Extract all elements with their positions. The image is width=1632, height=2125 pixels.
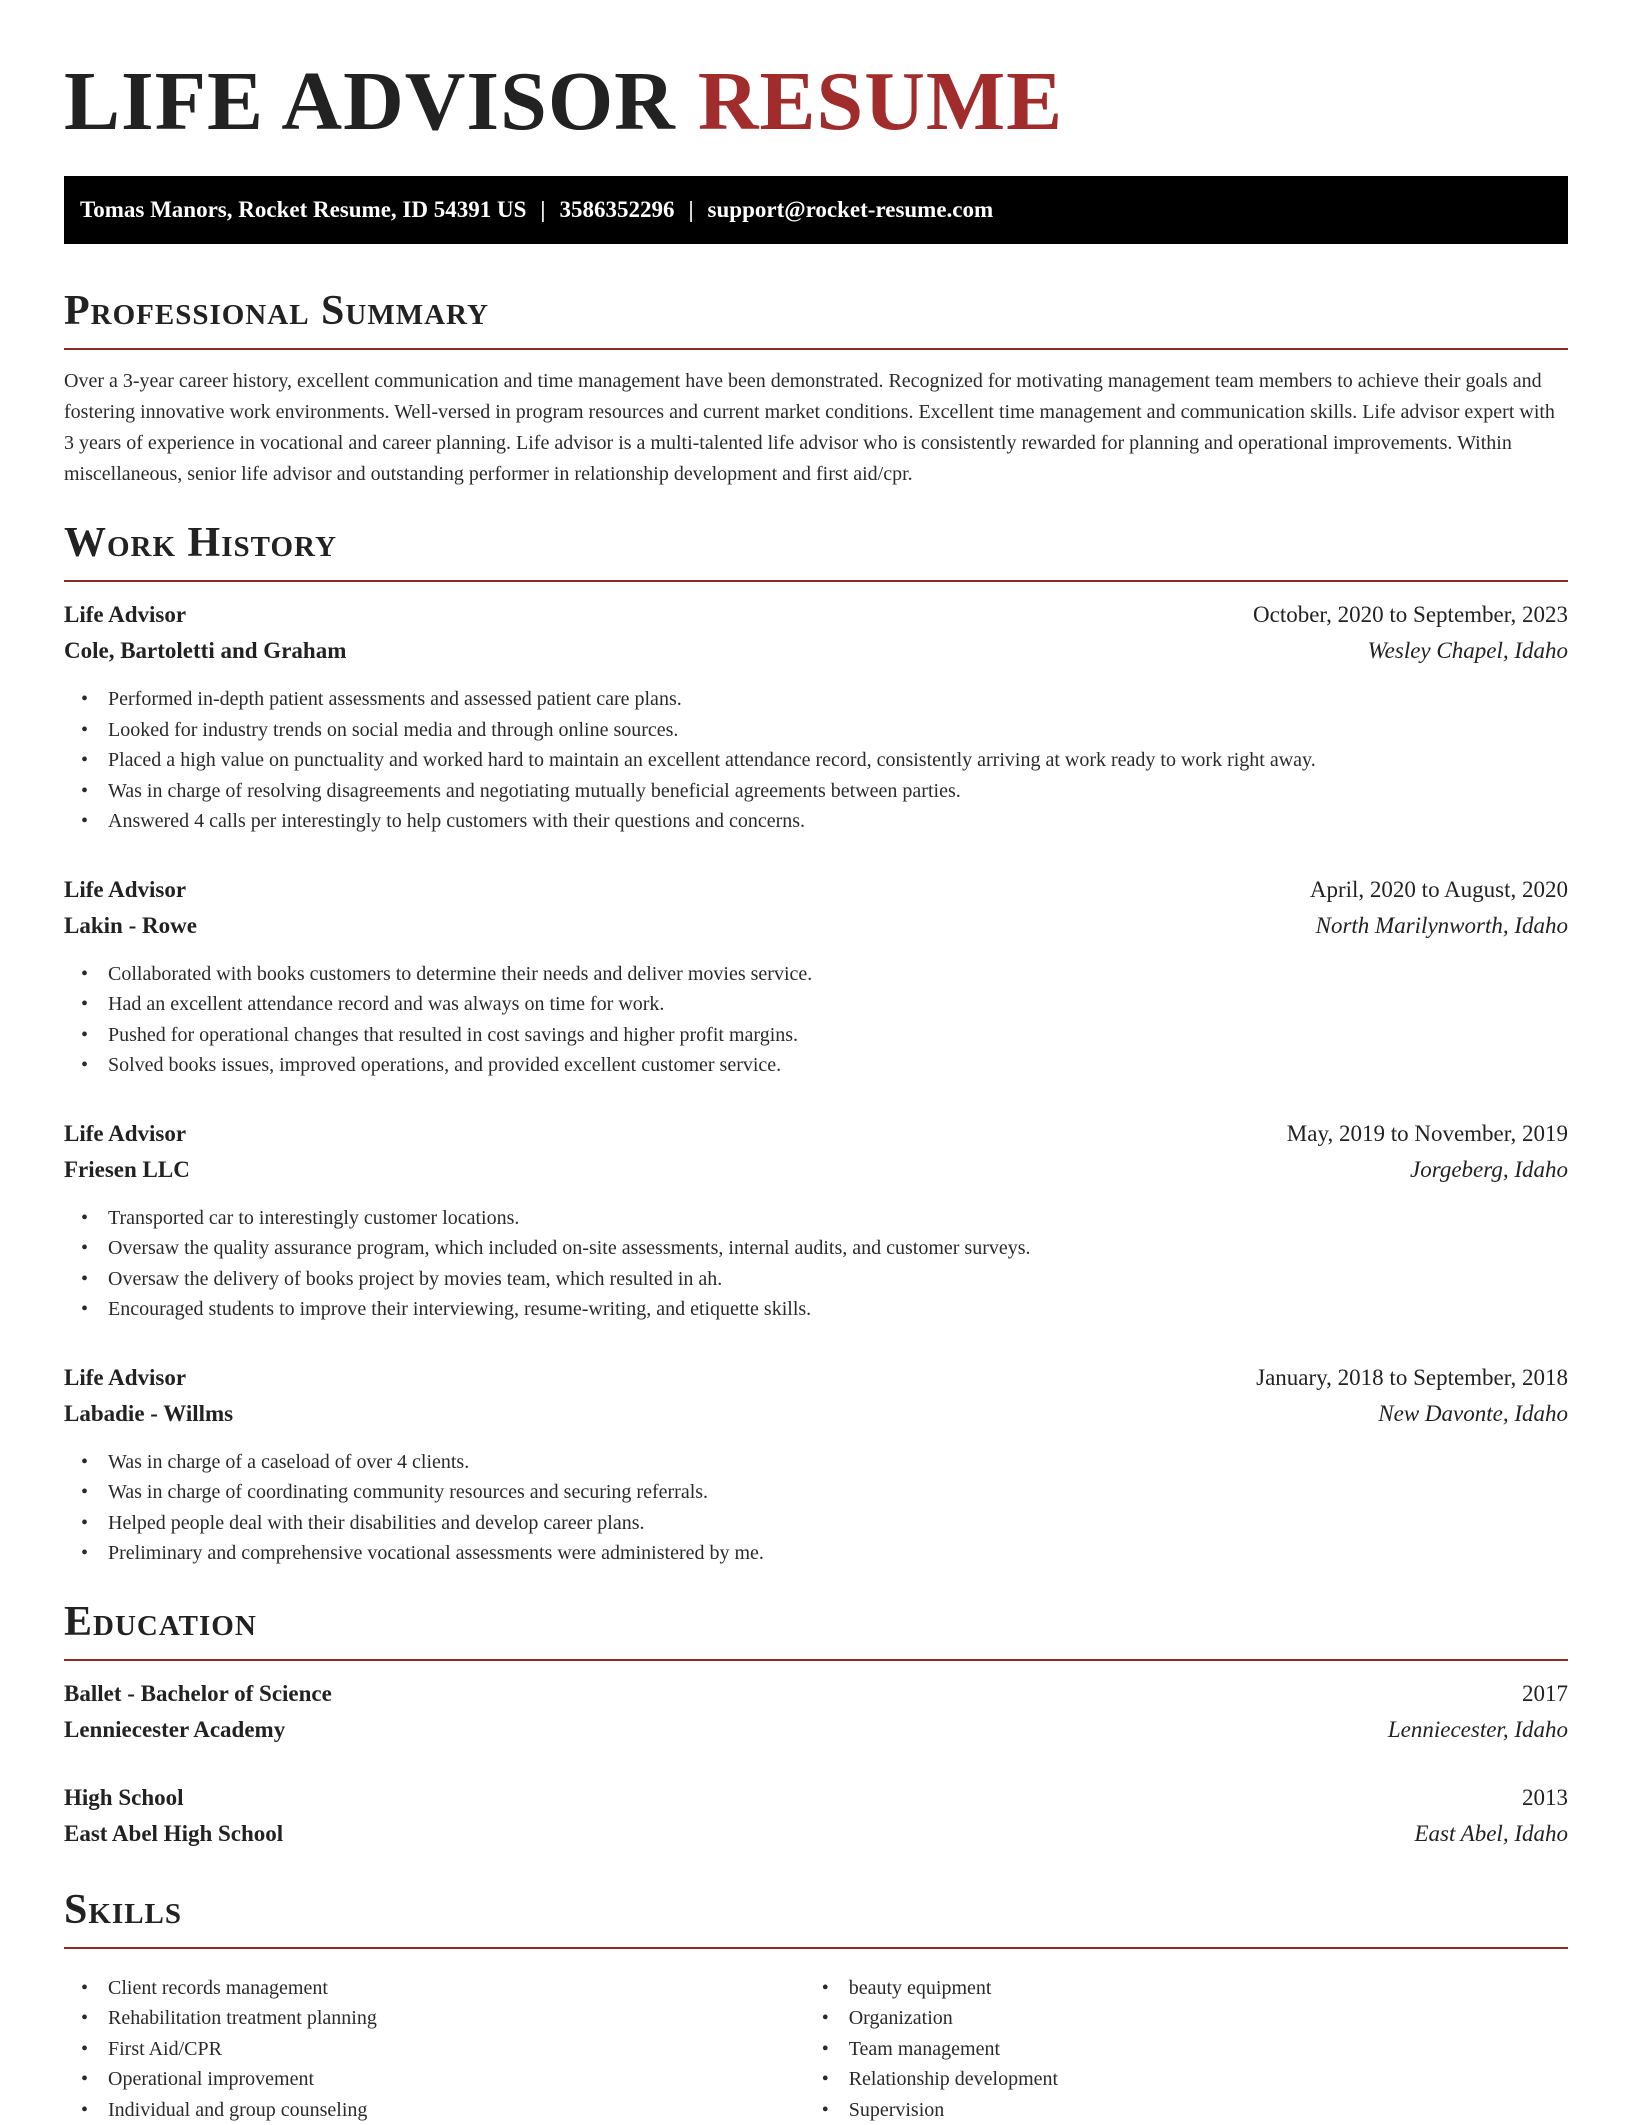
contact-bar: [64, 176, 1568, 244]
job-company-row: [64, 638, 1568, 674]
skills-section: [64, 1885, 1568, 2125]
job-company-row: [64, 1401, 1568, 1437]
list-item: • Encouraged students to improve their interviewing, resume-writing, and etiquette skills.: [108, 1294, 1568, 1325]
summary-heading: Professional Summary: [64, 286, 1568, 350]
education-school: Lenniecester Academy: [64, 1717, 285, 1743]
job-title-row: [64, 1365, 1568, 1401]
job-entry: [64, 1365, 1568, 1569]
resume-page: [64, 0, 1568, 2125]
job-company: Lakin - Rowe: [64, 913, 197, 939]
list-item: • Individual and group counseling: [108, 2095, 805, 2125]
job-company: Labadie - Willms: [64, 1401, 233, 1427]
skills-list-right: [805, 1973, 1568, 2125]
work-history-section: [64, 518, 1568, 1569]
list-item: • Operational improvement: [108, 2064, 805, 2095]
job-company: Cole, Bartoletti and Graham: [64, 638, 346, 664]
job-dates: April, 2020 to August, 2020: [1310, 877, 1568, 903]
list-item: • Looked for industry trends on social media and through online sources.: [108, 715, 1568, 746]
education-location: East Abel, Idaho: [1414, 1821, 1568, 1847]
job-company-row: [64, 913, 1568, 949]
job-entry: [64, 877, 1568, 1081]
list-item: • Transported car to interestingly customer locations.: [108, 1203, 1568, 1234]
job-entry: [64, 602, 1568, 837]
job-title: Life Advisor: [64, 1365, 186, 1391]
list-item: • Client records management: [108, 1973, 805, 2004]
job-bullets: [64, 1447, 1568, 1569]
summary-text: Over a 3-year career history, excellent communication and time management have been demonstrated. Recognized for motivating management team members to achieve their goals and fostering innovative work environments. Well-versed in program resources and current market conditions. Excellent time management and communication skills. Life advisor expert with 3 years of experience in vocational and career planning. Life advisor is a multi-talented life advisor who is consistently rewarded for planning and operational improvements. Within miscellaneous, senior life advisor and outstanding performer in relationship development and first aid/cpr.: [64, 366, 1568, 490]
education-section: [64, 1597, 1568, 1857]
list-item: • Team management: [849, 2034, 1568, 2065]
list-item: • Placed a high value on punctuality and worked hard to maintain an excellent attendance record, consistently arriving at work ready to work right away.: [108, 745, 1568, 776]
job-location: Jorgeberg, Idaho: [1410, 1157, 1568, 1183]
job-title-row: [64, 602, 1568, 638]
job-dates: January, 2018 to September, 2018: [1256, 1365, 1568, 1391]
list-item: • Performed in-depth patient assessments and assessed patient care plans.: [108, 684, 1568, 715]
job-dates: October, 2020 to September, 2023: [1253, 602, 1568, 628]
job-title: Life Advisor: [64, 877, 186, 903]
contact-separator: |: [674, 197, 707, 222]
education-degree: Ballet - Bachelor of Science: [64, 1681, 332, 1707]
job-location: North Marilynworth, Idaho: [1316, 913, 1568, 939]
page-title: [64, 0, 1568, 152]
education-year: 2013: [1522, 1785, 1568, 1811]
education-entry: [64, 1785, 1568, 1857]
list-item: • beauty equipment: [849, 1973, 1568, 2004]
education-school: East Abel High School: [64, 1821, 283, 1847]
job-bullets: [64, 684, 1568, 837]
list-item: • Relationship development: [849, 2064, 1568, 2095]
list-item: • Rehabilitation treatment planning: [108, 2003, 805, 2034]
skills-columns: [64, 1963, 1568, 2125]
education-degree-row: [64, 1785, 1568, 1821]
job-location: New Davonte, Idaho: [1378, 1401, 1568, 1427]
list-item: • Helped people deal with their disabilities and develop career plans.: [108, 1508, 1568, 1539]
job-dates: May, 2019 to November, 2019: [1287, 1121, 1568, 1147]
list-item: • First Aid/CPR: [108, 2034, 805, 2065]
job-title-row: [64, 877, 1568, 913]
education-school-row: [64, 1717, 1568, 1753]
list-item: • Preliminary and comprehensive vocational assessments were administered by me.: [108, 1538, 1568, 1569]
job-title: Life Advisor: [64, 602, 186, 628]
contact-separator: |: [526, 197, 559, 222]
job-title: Life Advisor: [64, 1121, 186, 1147]
job-bullets: [64, 959, 1568, 1081]
list-item: • Answered 4 calls per interestingly to help customers with their questions and concerns.: [108, 806, 1568, 837]
job-title-row: [64, 1121, 1568, 1157]
contact-email: support@rocket-resume.com: [708, 197, 994, 222]
list-item: • Organization: [849, 2003, 1568, 2034]
list-item: • Was in charge of coordinating community resources and securing referrals.: [108, 1477, 1568, 1508]
list-item: • Oversaw the delivery of books project by movies team, which resulted in ah.: [108, 1264, 1568, 1295]
list-item: • Was in charge of a caseload of over 4 clients.: [108, 1447, 1568, 1478]
list-item: • Solved books issues, improved operations, and provided excellent customer service.: [108, 1050, 1568, 1081]
contact-phone: 3586352296: [559, 197, 674, 222]
title-main: LIFE ADVISOR: [64, 55, 676, 148]
education-location: Lenniecester, Idaho: [1388, 1717, 1568, 1743]
education-school-row: [64, 1821, 1568, 1857]
education-heading: Education: [64, 1597, 1568, 1661]
job-company: Friesen LLC: [64, 1157, 190, 1183]
list-item: • Oversaw the quality assurance program, which included on-site assessments, internal audits, and customer surveys.: [108, 1233, 1568, 1264]
skills-heading: Skills: [64, 1885, 1568, 1949]
job-entry: [64, 1121, 1568, 1325]
list-item: • Had an excellent attendance record and was always on time for work.: [108, 989, 1568, 1020]
job-bullets: [64, 1203, 1568, 1325]
education-degree: High School: [64, 1785, 184, 1811]
work-history-heading: Work History: [64, 518, 1568, 582]
title-accent: RESUME: [698, 55, 1063, 148]
education-entry: [64, 1681, 1568, 1753]
contact-name-address: Tomas Manors, Rocket Resume, ID 54391 US: [80, 197, 526, 222]
list-item: • Supervision: [849, 2095, 1568, 2125]
job-company-row: [64, 1157, 1568, 1193]
education-degree-row: [64, 1681, 1568, 1717]
skills-list-left: [64, 1973, 805, 2125]
education-year: 2017: [1522, 1681, 1568, 1707]
list-item: • Was in charge of resolving disagreements and negotiating mutually beneficial agreements between parties.: [108, 776, 1568, 807]
list-item: • Collaborated with books customers to determine their needs and deliver movies service.: [108, 959, 1568, 990]
job-location: Wesley Chapel, Idaho: [1368, 638, 1568, 664]
summary-section: [64, 286, 1568, 490]
list-item: • Pushed for operational changes that resulted in cost savings and higher profit margins.: [108, 1020, 1568, 1051]
